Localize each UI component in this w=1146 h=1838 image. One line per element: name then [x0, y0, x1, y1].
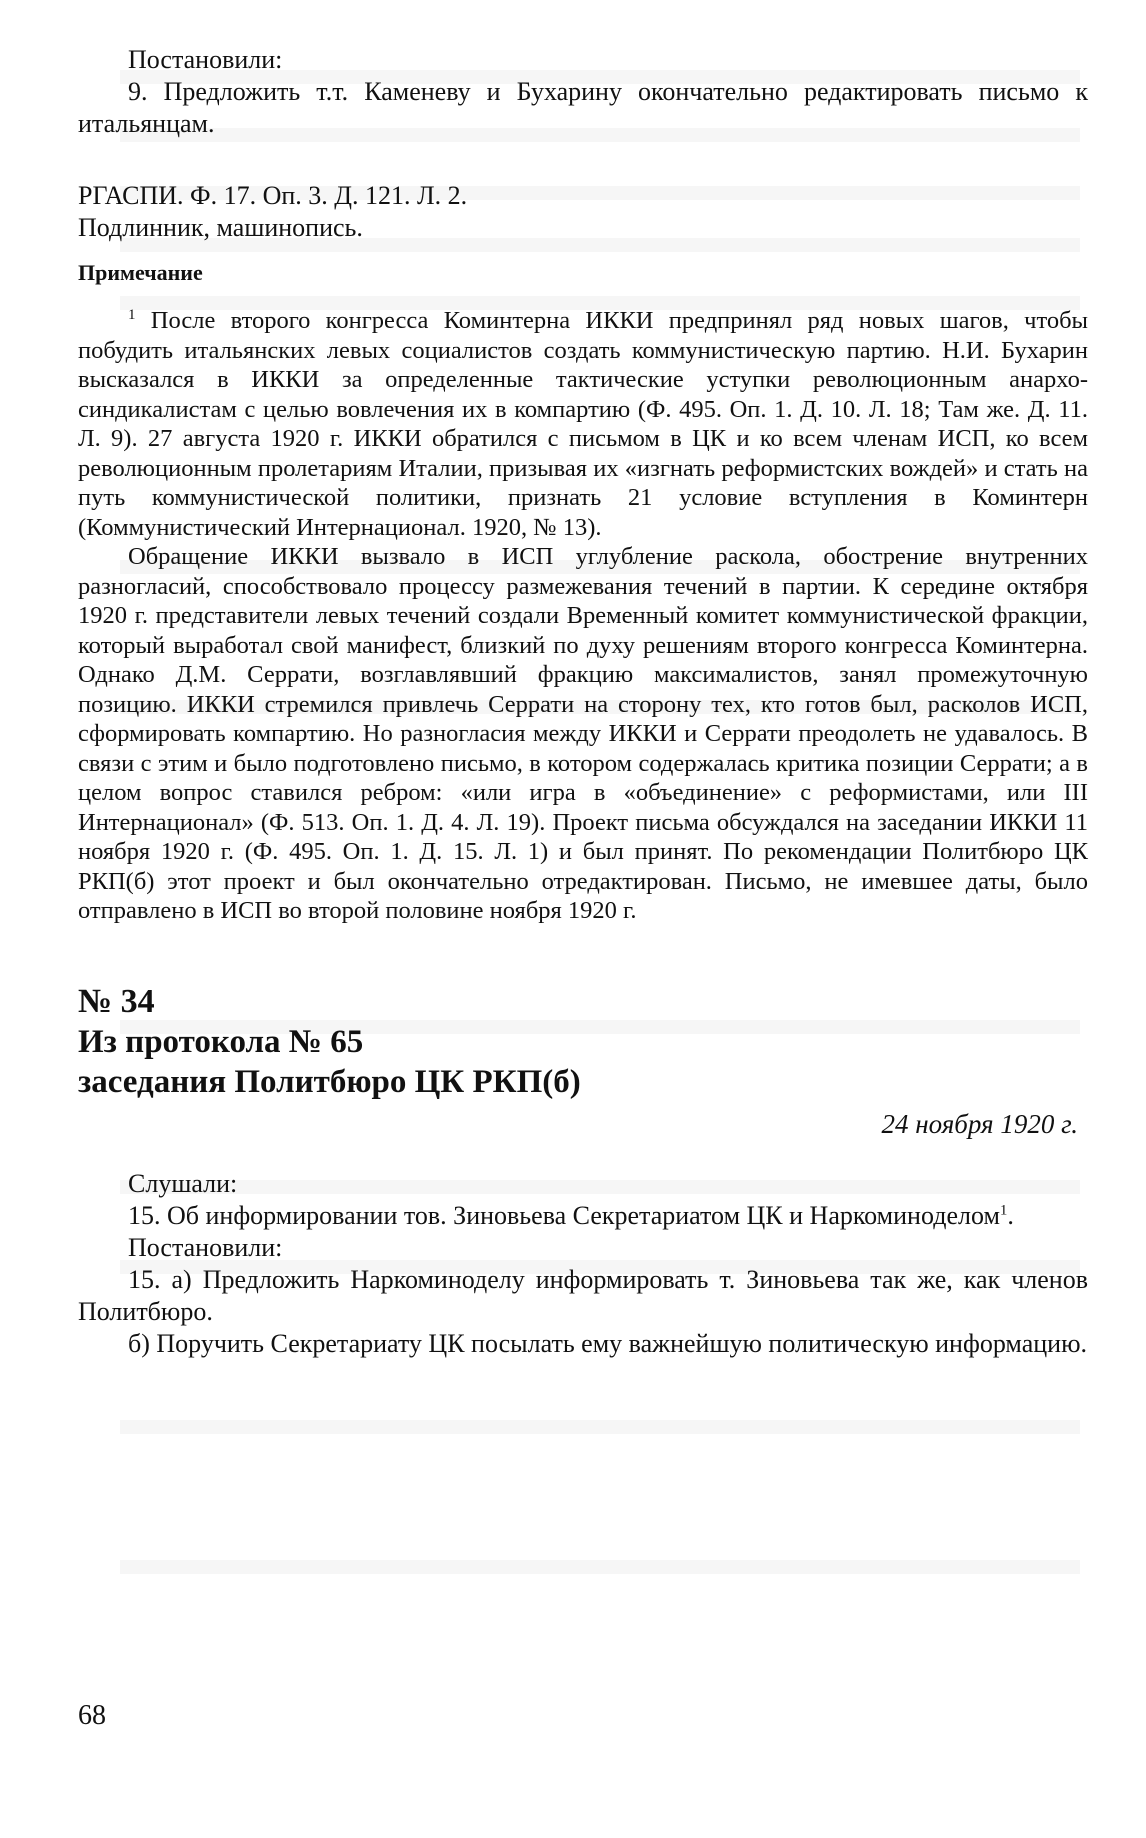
- document-number: № 34: [78, 982, 155, 1020]
- document-title-line-2: заседания Политбюро ЦК РКП(б): [78, 1063, 581, 1100]
- note-paragraph-1-text: После второго конгресса Коминтерна ИККИ предпринял ряд новых шагов, чтобы побудить итальянских левых социалистов создать коммунистическую партию. Н.И. Бухарин высказался в ИККИ за определенные тактические уступки революционным анархо-синдикалистам с целью вовлечения их в компартию (Ф. 495. Оп. 1. Д. 10. Л. 18; Там же. Д. 11. Л. 9). 27 августа 1920 г. ИККИ обратился с письмом в ЦК и ко всем членам ИСП, ко всем революционным пролетариям Италии, призывая их «изгнать реформистских вождей» и стать на путь коммунистической политики, признать 21 условие вступления в Коминтерн (Коммунистический Интернационал. 1920, № 13).: [78, 307, 1089, 541]
- heard-label: Слушали:: [128, 1168, 238, 1198]
- heard-footnote-mark: 1: [999, 1201, 1008, 1218]
- note-paragraph-1: [78, 306, 1088, 542]
- note-block: [78, 306, 1088, 926]
- resolution-item-9: 9. Предложить т.т. Каменеву и Бухарину окончательно редактировать письмо к итальянцам.: [78, 77, 1088, 138]
- archive-reference: РГАСПИ. Ф. 17. Оп. 3. Д. 121. Л. 2.: [78, 181, 468, 210]
- note-heading: Примечание: [78, 260, 203, 285]
- resolution-item-15b: б) Поручить Секретариату ЦК посылать ему важнейшую политическую информацию.: [128, 1328, 1087, 1358]
- resolved-label: Постановили:: [128, 45, 283, 74]
- note-paragraph-2: Обращение ИККИ вызвало в ИСП углубление раскола, обострение внутренних разногласий, способствовало процессу размежевания течений в партии. К середине октября 1920 г. представители левых течений создали Временный комитет коммунистической фракции, который выработал свой манифест, близкий по духу решениям второго конгресса Коминтерна. Однако Д.М. Серрати, возглавлявший фракцию максималистов, занял промежуточную позицию. ИККИ стремился привлечь Серрати на сторону тех, кто готов был, расколов ИСП, сформировать компартию. Но разногласия между ИККИ и Серрати преодолеть не удавалось. В связи с этим и было подготовлено письмо, в котором содержалась критика позиции Серрати; а в целом вопрос ставился ребром: «или игра в «объединение» с реформистами, или III Интернационал» (Ф. 513. Оп. 1. Д. 4. Л. 19). Проект письма обсуждался на заседании ИККИ 11 ноября 1920 г. (Ф. 495. Оп. 1. Д. 15. Л. 1) и был принят. По рекомендации Политбюро ЦК РКП(б) этот проект и был окончательно отредактирован. Письмо, не имевшее даты, было отправлено в ИСП во второй половине ноября 1920 г.: [78, 543, 1088, 924]
- footnote-mark: 1: [128, 306, 136, 323]
- heard-item-15-end: .: [1007, 1200, 1014, 1230]
- document-date: 24 ноября 1920 г.: [881, 1108, 1078, 1139]
- document-title-line-1: Из протокола № 65: [78, 1023, 364, 1060]
- heard-item-15: [78, 1200, 1088, 1232]
- page-content: [78, 44, 1088, 1360]
- original-note: Подлинник, машинопись.: [78, 213, 363, 242]
- heard-item-15-text: 15. Об информировании тов. Зиновьева Секретариатом ЦК и Наркоминоделом: [128, 1200, 1000, 1230]
- resolution-item-15a: 15. а) Предложить Наркоминоделу информировать т. Зиновьева так же, как членов Политбюро.: [78, 1264, 1088, 1326]
- page-number: 68: [78, 1700, 106, 1731]
- resolved-label-2: Постановили:: [128, 1232, 283, 1262]
